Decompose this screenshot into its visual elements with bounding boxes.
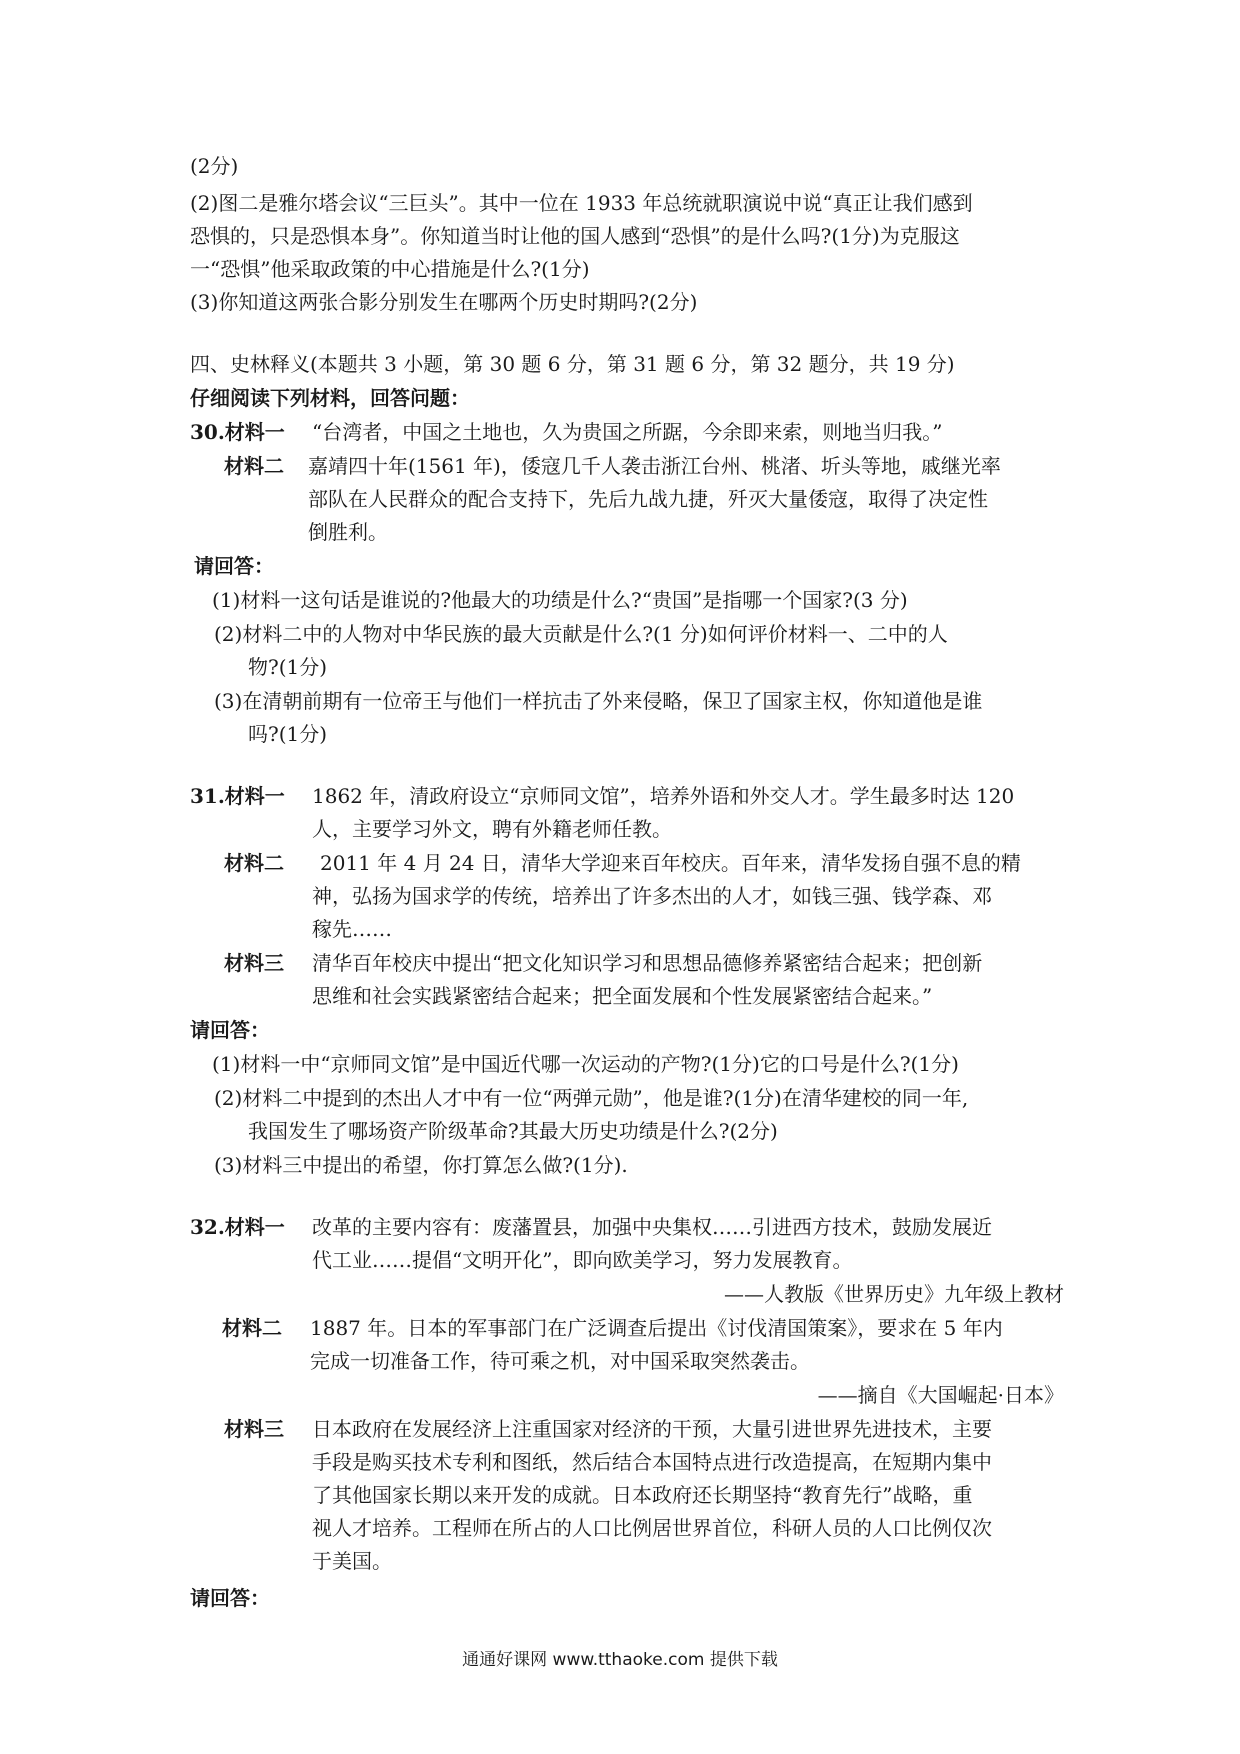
q30-material1-text: “台湾者，中国之土地也，久为贵国之所踞，今余即来索，则地当归我。” <box>312 420 943 444</box>
q32-material2-line1: 1887 年。日本的军事部门在广泛调查后提出《讨伐清国策案》，要求在 5 年内 <box>310 1316 1003 1340</box>
q32-material1-label: 32.材料一 <box>190 1215 285 1239</box>
page-footer: 通通好课网 www.tthaoke.com 提供下载 <box>462 1650 778 1670</box>
q31-material3-line1: 清华百年校庆中提出“把文化知识学习和思想品德修养紧密结合起来；把创新 <box>312 951 983 975</box>
q30-material2-line3: 倒胜利。 <box>308 520 388 544</box>
q32-material3-line2: 手段是购买技术专利和图纸，然后结合本国特点进行改造提高，在短期内集中 <box>312 1450 992 1474</box>
q30-question2-line1: (2)材料二中的人物对中华民族的最大贡献是什么?(1 分)如何评价材料一、二中的人 <box>214 622 948 646</box>
q30-material2-line1: 嘉靖四十年(1561 年)，倭寇几千人袭击浙江台州、桃渚、圻头等地，戚继光率 <box>308 454 1001 478</box>
q30-answer-label: 请回答： <box>194 554 274 578</box>
q31-material1-label: 31.材料一 <box>190 784 285 808</box>
q32-material2-source: ——摘自《大国崛起·日本》 <box>817 1383 1064 1407</box>
q31-material1-line2: 人，主要学习外文，聘有外籍老师任教。 <box>312 817 672 841</box>
q32-material1-line1: 改革的主要内容有：废藩置县，加强中央集权……引进西方技术，鼓励发展近 <box>312 1215 992 1239</box>
q31-answer-label: 请回答： <box>190 1018 270 1042</box>
q29-part2-line2: 恐惧的，只是恐惧本身”。你知道当时让他的国人感到“恐惧”的是什么吗?(1分)为克服这 <box>190 224 960 248</box>
q30-material2-label: 材料二 <box>224 454 284 478</box>
q32-material2-label: 材料二 <box>222 1316 282 1340</box>
q31-material2-line3: 稼先…… <box>312 917 392 941</box>
q32-material1-line2: 代工业……提倡“文明开化”，即向欧美学习，努力发展教育。 <box>312 1248 853 1272</box>
section-title: 四、史林释义(本题共 3 小题，第 30 题 6 分，第 31 题 6 分，第 32 题分，共 19 分) <box>190 352 955 376</box>
q31-question3: (3)材料三中提出的希望，你打算怎么做?(1分). <box>214 1153 628 1177</box>
q31-material2-line1: 2011 年 4 月 24 日，清华大学迎来百年校庆。百年来，清华发扬自强不息的精 <box>320 851 1021 875</box>
q32-material3-line1: 日本政府在发展经济上注重国家对经济的干预，大量引进世界先进技术，主要 <box>312 1417 992 1441</box>
q32-answer-label: 请回答： <box>190 1586 270 1610</box>
q30-question3-line2: 吗?(1分) <box>248 722 328 746</box>
q32-material3-line3: 了其他国家长期以来开发的成就。日本政府还长期坚持“教育先行”战略，重 <box>312 1483 973 1507</box>
q31-question1: (1)材料一中“京师同文馆”是中国近代哪一次运动的产物?(1分)它的口号是什么?(1分) <box>212 1052 959 1076</box>
q31-question2-line2: 我国发生了哪场资产阶级革命?其最大历史功绩是什么?(2分) <box>248 1119 778 1143</box>
q29-part2-line1: (2)图二是雅尔塔会议“三巨头”。其中一位在 1933 年总统就职演说中说“真正让我们感到 <box>190 191 973 215</box>
q31-material3-line2: 思维和社会实践紧密结合起来；把全面发展和个性发展紧密结合起来。” <box>312 984 933 1008</box>
q31-question2-line1: (2)材料二中提到的杰出人才中有一位“两弹元勋”，他是谁?(1分)在清华建校的同一年, <box>214 1086 969 1110</box>
q32-material3-line4: 视人才培养。工程师在所占的人口比例居世界首位，科研人员的人口比例仅次 <box>312 1516 992 1540</box>
q31-material2-line2: 神，弘扬为国求学的传统，培养出了许多杰出的人才，如钱三强、钱学森、邓 <box>312 884 992 908</box>
q29-part3: (3)你知道这两张合影分别发生在哪两个历史时期吗?(2分) <box>190 290 698 314</box>
section-instruction: 仔细阅读下列材料，回答问题： <box>190 386 470 410</box>
q29-part2-line3: 一“恐惧”他采取政策的中心措施是什么?(1分) <box>190 257 590 281</box>
q30-question2-line2: 物?(1分) <box>248 655 328 679</box>
q29-tail: (2分) <box>190 154 239 178</box>
q30-question1: (1)材料一这句话是谁说的?他最大的功绩是什么?“贵国”是指哪一个国家?(3 分) <box>212 588 908 612</box>
q32-material3-line5: 于美国。 <box>312 1549 392 1573</box>
q30-material1-label: 30.材料一 <box>190 420 285 444</box>
q31-material1-line1: 1862 年，清政府设立“京师同文馆”，培养外语和外交人才。学生最多时达 120 <box>312 784 1015 808</box>
q31-material2-label: 材料二 <box>224 851 284 875</box>
q32-material2-line2: 完成一切准备工作，待可乘之机，对中国采取突然袭击。 <box>310 1349 810 1373</box>
q30-material2-line2: 部队在人民群众的配合支持下，先后九战九捷，歼灭大量倭寇，取得了决定性 <box>308 487 988 511</box>
q31-material3-label: 材料三 <box>224 951 284 975</box>
q30-question3-line1: (3)在清朝前期有一位帝王与他们一样抗击了外来侵略，保卫了国家主权，你知道他是谁 <box>214 689 983 713</box>
q32-material1-source: ——人教版《世界历史》九年级上教材 <box>724 1282 1064 1306</box>
q32-material3-label: 材料三 <box>224 1417 284 1441</box>
